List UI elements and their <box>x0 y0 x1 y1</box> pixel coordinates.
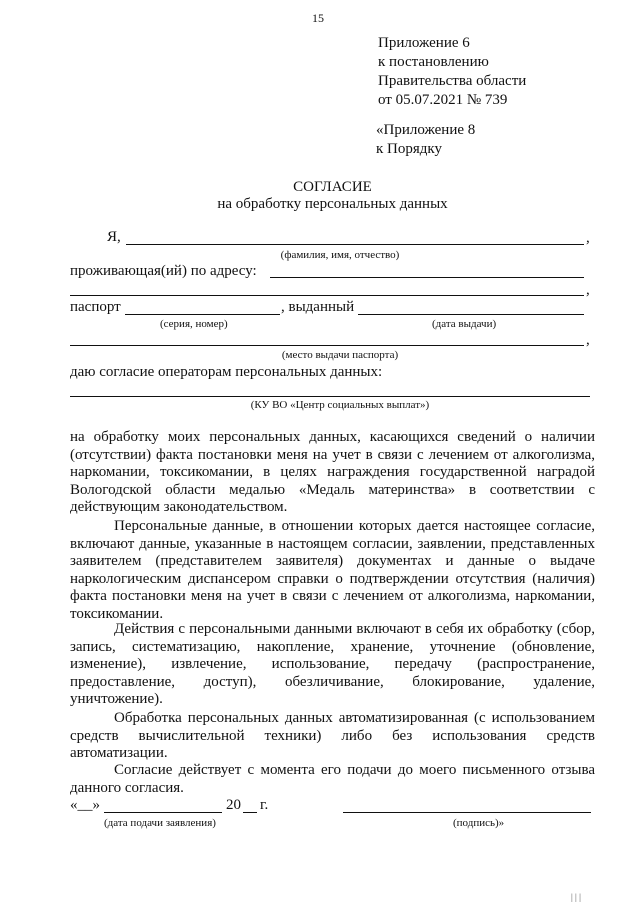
appendix8-header <box>376 121 475 159</box>
paragraph-line: Согласие действует с момента его подачи до моего письменного отзыва <box>114 762 595 778</box>
comma: , <box>586 282 590 298</box>
paragraph-line: наркомании, токсикомании, в целях награждения государственной наградой <box>70 464 595 480</box>
paragraph-line: факта постановки меня на учет в связи с лечением от алкоголизма, наркомании, <box>70 588 595 604</box>
document-title: СОГЛАСИЕ <box>293 179 372 195</box>
paragraph-line: Персональные данные, в отношении которых дается настоящее согласие, <box>114 518 595 534</box>
issued-label: , выданный <box>281 299 355 315</box>
appendix-line: к постановлению <box>378 54 489 70</box>
address-input-line[interactable] <box>270 277 584 278</box>
appendix-header <box>378 34 526 110</box>
page-number: 15 <box>312 11 324 25</box>
paragraph-line: предоставление, доступ), обезличивание, блокирование, удаление, <box>70 673 595 690</box>
sign-caption: (подпись)» <box>453 817 505 829</box>
passport-label: паспорт <box>70 299 121 315</box>
paragraph-line: Обработка персональных данных автоматизированная (с использованием <box>114 710 595 726</box>
operator-line[interactable] <box>70 396 590 397</box>
consent-label: даю согласие операторам персональных данных: <box>70 364 383 380</box>
paragraph-line: наркологическим диспансером справки о подтверждении отсутствия (наличия) <box>70 570 595 587</box>
ya-label: Я, <box>107 229 121 245</box>
address-label: проживающая(ий) по адресу: <box>70 263 257 279</box>
paragraph-1 <box>70 429 595 517</box>
comma: , <box>586 332 590 348</box>
paragraph-line: (отсутствии) факта постановки меня на учет в связи с лечением от алкоголизма, <box>70 446 595 463</box>
operator-caption: (КУ ВО «Центр социальных выплат») <box>250 399 430 411</box>
place-caption: (место выдачи паспорта) <box>281 349 399 361</box>
date-month-line[interactable] <box>104 812 222 813</box>
paragraph-line: заявителем (представителем заявителя) документах и данные о выдаче <box>70 553 595 569</box>
document-subtitle: на обработку персональных данных <box>217 196 448 212</box>
date-caption: (дата подачи заявления) <box>104 817 216 829</box>
paragraph-line: уничтожение). <box>70 691 163 707</box>
passport-issued-line[interactable] <box>358 314 584 315</box>
appendix-line: Приложение 6 <box>378 35 470 51</box>
signature-line[interactable] <box>343 812 591 813</box>
paragraph-line: Действия с персональными данными включают в себя их обработку (сбор, <box>114 621 595 637</box>
comma: , <box>586 230 590 246</box>
appendix8-line: «Приложение 8 <box>376 122 476 138</box>
fio-input-line[interactable] <box>126 244 584 245</box>
scan-mark: | | | <box>571 892 581 902</box>
passport-series-line[interactable] <box>125 314 280 315</box>
paragraph-line: данного согласия. <box>70 779 184 796</box>
paragraph-4 <box>70 710 595 763</box>
date-quote: «__» <box>70 797 100 813</box>
appendix-line: Правительства области <box>378 73 527 89</box>
year-suffix: г. <box>260 797 269 813</box>
series-caption: (серия, номер) <box>160 318 228 330</box>
fio-caption: (фамилия, имя, отчество) <box>280 249 400 261</box>
paragraph-line: изменение), извлечение, использование, передачу (распространение, <box>70 656 595 672</box>
paragraph-line: средств вычислительной техники) либо без использования средств <box>70 727 595 744</box>
paragraph-line: на обработку моих персональных данных, касающихся сведений о наличии <box>70 429 595 445</box>
paragraph-line: Вологодской области медалью «Медаль материнства» в соответствии с <box>70 481 595 498</box>
paragraph-line: автоматизации. <box>70 745 168 761</box>
appendix-line: от 05.07.2021 № 739 <box>378 92 508 108</box>
year-line[interactable] <box>243 812 257 813</box>
date-issue-caption: (дата выдачи) <box>432 318 497 330</box>
year-prefix: 20 <box>226 797 241 813</box>
appendix8-line: к Порядку <box>376 141 442 157</box>
passport-place-line[interactable] <box>70 345 584 346</box>
paragraph-line: включают данные, указанные в настоящем согласии, заявлении, представленных <box>70 535 595 552</box>
paragraph-2 <box>70 518 595 623</box>
paragraph-line: действующим законодательством. <box>70 499 288 515</box>
paragraph-5 <box>70 762 595 797</box>
paragraph-line: запись, систематизацию, накопление, хранение, уточнение (обновление, <box>70 638 595 655</box>
address-input-line-2[interactable] <box>70 295 584 296</box>
paragraph-line: токсикомании. <box>70 605 164 622</box>
paragraph-3 <box>70 621 595 709</box>
